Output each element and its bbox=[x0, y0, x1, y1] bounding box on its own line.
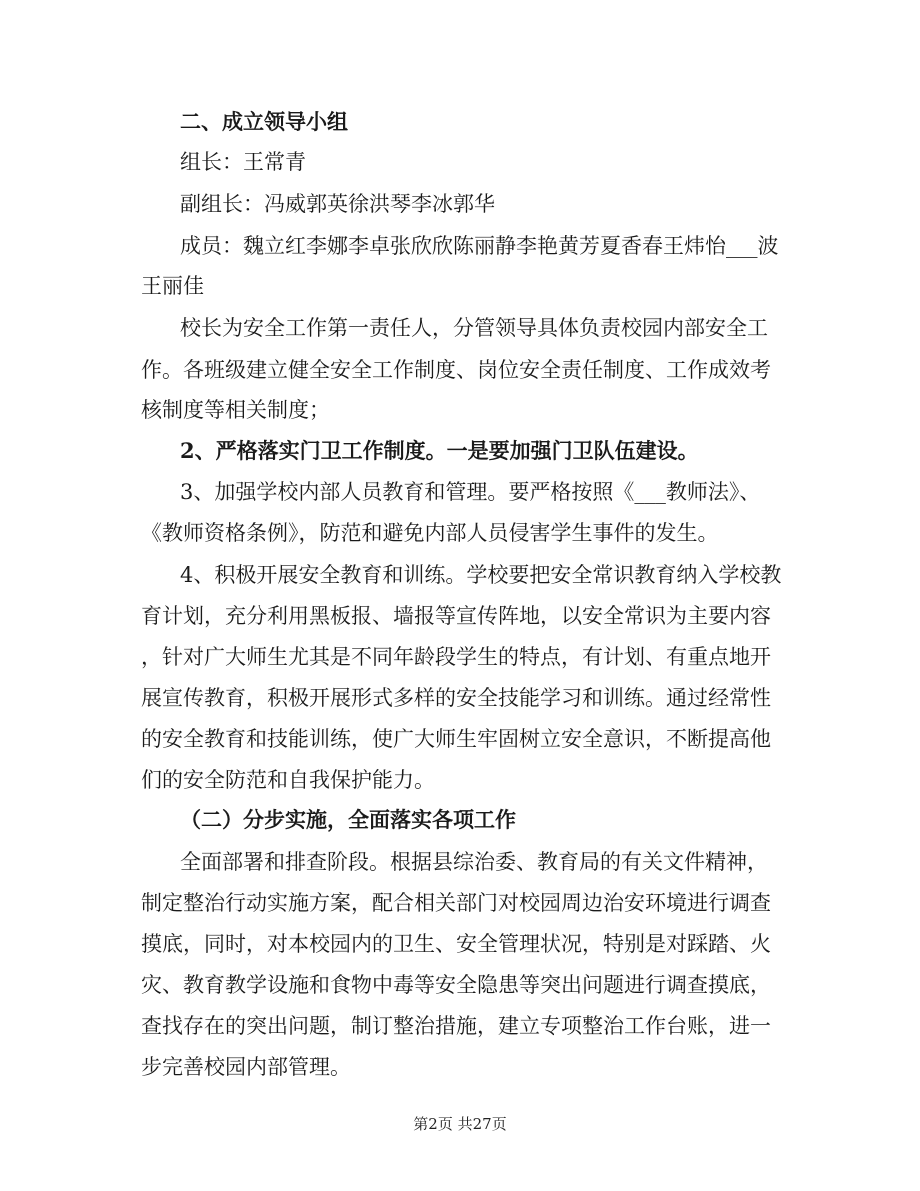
section-heading: 二、成立领导小组 bbox=[180, 109, 348, 134]
item-3-line: 《教师资格条例》，防范和避免内部人员侵害学生事件的发生。 bbox=[141, 521, 719, 545]
paragraph-line: 校长为安全工作第一责任人，分管领导具体负责校园内部安全工 bbox=[180, 316, 768, 340]
paragraph-line: 灾、教育教学设施和食物中毒等安全隐患等突出问题进行调查摸底， bbox=[141, 973, 771, 997]
paragraph-line: 制定整治行动实施方案，配合相关部门对校园周边治安环境进行调查 bbox=[141, 891, 771, 915]
paragraph-line: 查找存在的突出问题，制订整治措施，建立专项整治工作台账，进一 bbox=[141, 1014, 771, 1038]
item-4-line: ，针对广大师生尤其是不同年龄段学生的特点，有计划、有重点地开 bbox=[141, 645, 771, 669]
members-line-continued: 王丽佳 bbox=[141, 274, 204, 298]
members-line: 成员：魏立红李娜李卓张欣欣陈丽静李艳黄芳夏香春王炜怡___波 bbox=[180, 234, 779, 258]
deputy-leader-line: 副组长：冯威郭英徐洪琴李冰郭华 bbox=[180, 192, 495, 216]
paragraph-line: 作。各班级建立健全安全工作制度、岗位安全责任制度、工作成效考 bbox=[141, 358, 771, 382]
paragraph-line: 摸底，同时，对本校园内的卫生、安全管理状况，特别是对踩踏、火 bbox=[141, 932, 771, 956]
item-4-line: 展宣传教育，积极开展形式多样的安全技能学习和训练。通过经常性 bbox=[141, 686, 771, 710]
item-3-line: 3、加强学校内部人员教育和管理。要严格按照《___教师法》、 bbox=[180, 480, 761, 504]
item-2: 2、严格落实门卫工作制度。一是要加强门卫队伍建设。 bbox=[180, 438, 699, 463]
paragraph-line: 全面部署和排查阶段。根据县综治委、教育局的有关文件精神， bbox=[180, 850, 768, 874]
item-4-line: 4、积极开展安全教育和训练。学校要把安全常识教育纳入学校教 bbox=[180, 563, 782, 587]
item-4-line: 育计划，充分利用黑板报、墙报等宣传阵地，以安全常识为主要内容 bbox=[141, 604, 771, 628]
item-4-line: 的安全教育和技能训练，使广大师生牢固树立安全意识，不断提高他 bbox=[141, 727, 771, 751]
subsection-heading: （二）分步实施，全面落实各项工作 bbox=[180, 807, 516, 832]
leader-line: 组长：王常青 bbox=[180, 150, 306, 174]
item-4-line: 们的安全防范和自我保护能力。 bbox=[141, 768, 435, 792]
paragraph-line: 核制度等相关制度； bbox=[141, 398, 330, 422]
paragraph-line: 步完善校园内部管理。 bbox=[141, 1055, 351, 1079]
page-number-footer: 第2页 共27页 bbox=[413, 1115, 507, 1133]
